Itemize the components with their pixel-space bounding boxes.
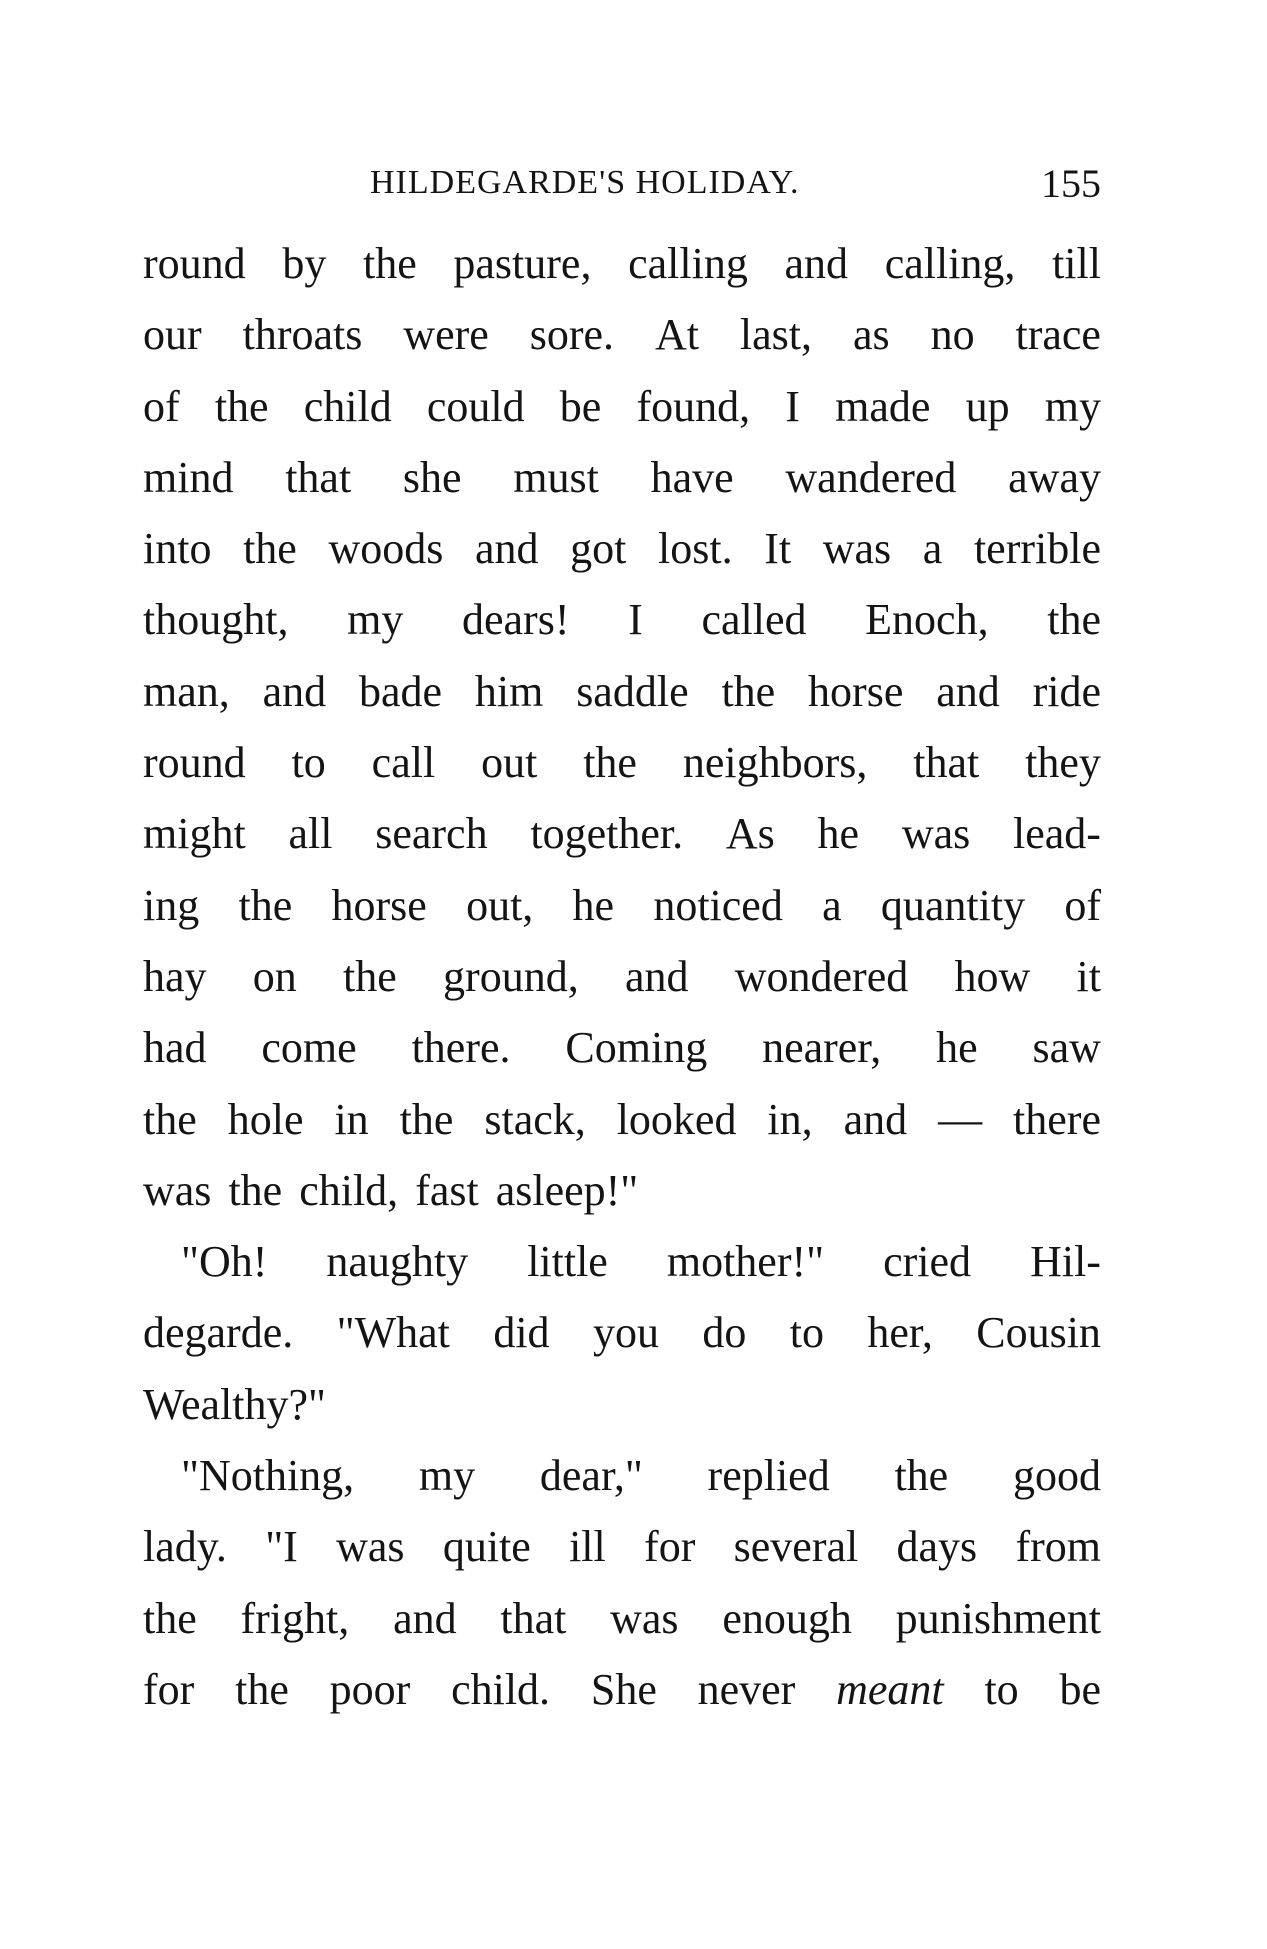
word: how	[954, 951, 1031, 1001]
word: by	[282, 239, 327, 288]
word: in	[334, 1094, 369, 1144]
word: the	[143, 1094, 197, 1144]
word: lead-	[1013, 809, 1101, 859]
word: ground,	[443, 951, 579, 1001]
text-line	[143, 592, 1101, 663]
word: and	[262, 666, 327, 716]
word: the	[399, 1094, 454, 1144]
word: there.	[411, 1023, 511, 1073]
word: hole	[227, 1094, 304, 1144]
word: for	[143, 1664, 195, 1714]
word: the	[583, 738, 637, 788]
word: Cousin	[976, 1308, 1101, 1358]
word: hay	[143, 951, 207, 1001]
word: quantity	[880, 880, 1026, 930]
word: could	[426, 381, 525, 431]
word: to	[984, 1664, 1019, 1714]
word: horse	[331, 880, 427, 930]
word: that	[913, 738, 980, 788]
word: child.	[451, 1664, 551, 1714]
word: that	[285, 452, 352, 502]
word: till	[1052, 239, 1101, 288]
word: the	[243, 524, 297, 574]
word: asleep!"	[495, 1165, 639, 1215]
word: trace	[1015, 310, 1101, 360]
word: my	[1044, 381, 1101, 431]
word: lost.	[658, 524, 733, 574]
word: might	[143, 809, 246, 859]
word: nearer,	[762, 1023, 882, 1073]
word: him	[474, 666, 544, 716]
word: he	[572, 880, 615, 930]
word: into	[143, 524, 212, 574]
word: horse	[808, 666, 904, 716]
word: man,	[143, 666, 230, 716]
word: As	[725, 809, 775, 859]
word: was	[610, 1593, 679, 1643]
word: it	[1076, 951, 1101, 1001]
word: away	[1008, 452, 1101, 502]
word: from	[1015, 1522, 1101, 1572]
word: pasture,	[453, 239, 592, 288]
word: he	[817, 809, 860, 859]
word: Hil-	[1030, 1237, 1101, 1287]
word: little	[527, 1237, 608, 1287]
text-line	[143, 1234, 1101, 1305]
word: our	[143, 310, 202, 360]
word: made	[835, 381, 931, 431]
word: She	[590, 1664, 657, 1714]
text-line	[143, 1448, 1101, 1519]
word: there	[1013, 1094, 1101, 1144]
word: terrible	[973, 524, 1101, 574]
body-text	[143, 236, 1101, 1733]
word: days	[896, 1522, 978, 1572]
word: "What	[336, 1308, 450, 1358]
word: the	[721, 666, 776, 716]
word: never	[697, 1664, 796, 1714]
word: child	[303, 381, 392, 431]
word: woods	[328, 524, 444, 574]
word: mind	[143, 452, 234, 502]
word: my	[418, 1451, 476, 1501]
word: lady.	[143, 1522, 227, 1572]
word: throats	[242, 310, 363, 360]
text-line	[143, 450, 1101, 521]
word: noticed	[653, 880, 783, 930]
text-line	[143, 1092, 1101, 1163]
page-number: 155	[1041, 161, 1101, 206]
word: "Oh!	[181, 1237, 268, 1287]
text-line	[143, 1591, 1101, 1662]
word: Coming	[565, 1023, 708, 1073]
word: they	[1025, 738, 1101, 788]
word: and	[393, 1593, 457, 1643]
word: wondered	[734, 951, 909, 1001]
word: fast	[415, 1165, 479, 1215]
word: found,	[636, 381, 751, 431]
word: to	[291, 738, 326, 788]
word: ride	[1032, 666, 1101, 716]
word: do	[702, 1308, 747, 1358]
text-line	[143, 949, 1101, 1020]
word: must	[513, 452, 599, 502]
word: the	[228, 1165, 283, 1215]
word: search	[375, 809, 488, 859]
running-title: HILDEGARDE'S HOLIDAY.	[370, 164, 800, 201]
word: was	[822, 524, 892, 574]
word: dear,"	[539, 1451, 643, 1501]
word: was	[143, 1165, 212, 1215]
word: to	[789, 1308, 824, 1358]
text-line	[143, 1662, 1101, 1733]
word: child,	[299, 1165, 399, 1215]
word: bade	[358, 666, 443, 716]
word: be	[1059, 1664, 1101, 1714]
word: was	[336, 1522, 405, 1572]
word: naughty	[326, 1237, 469, 1287]
word: the	[343, 951, 397, 1001]
word: for	[644, 1522, 696, 1572]
word: mother!"	[666, 1237, 825, 1287]
word: he	[936, 1023, 978, 1073]
text-line	[143, 664, 1101, 735]
word: of	[143, 381, 180, 431]
word: meant	[836, 1664, 944, 1714]
text-line	[143, 307, 1101, 378]
text-line	[143, 379, 1101, 450]
word: "I	[265, 1522, 298, 1572]
word: enough	[722, 1593, 852, 1643]
word: degarde.	[143, 1308, 294, 1358]
word: ing	[143, 880, 200, 930]
text-line	[143, 1519, 1101, 1590]
word: saw	[1032, 1023, 1101, 1073]
word: stack,	[484, 1094, 586, 1144]
word: was	[901, 809, 971, 859]
word: up	[965, 381, 1010, 431]
word: round	[143, 239, 246, 288]
word: ill	[569, 1522, 606, 1572]
word: be	[559, 381, 602, 431]
word: and	[784, 239, 849, 288]
word: come	[261, 1023, 357, 1073]
word: the	[894, 1451, 949, 1501]
word: on	[252, 951, 297, 1001]
word: have	[650, 452, 734, 502]
word: the	[214, 381, 269, 431]
text-line	[143, 521, 1101, 592]
word: no	[930, 310, 975, 360]
word: call	[371, 738, 436, 788]
word: and	[475, 524, 539, 574]
word: quite	[442, 1522, 531, 1572]
word: looked	[616, 1094, 737, 1144]
word: the	[235, 1664, 289, 1714]
text-line	[143, 878, 1101, 949]
word: the	[1047, 595, 1101, 645]
text-line	[143, 735, 1101, 806]
word: were	[403, 310, 489, 360]
word: together.	[530, 809, 684, 859]
word: her,	[867, 1308, 933, 1358]
word: and	[843, 1094, 908, 1144]
word: I	[628, 595, 643, 645]
word: neighbors,	[682, 738, 868, 788]
word: Wealthy?"	[143, 1379, 327, 1429]
word: in,	[767, 1094, 813, 1144]
word: my	[347, 595, 404, 645]
word: as	[852, 310, 890, 360]
word: got	[570, 524, 627, 574]
word: —	[938, 1094, 983, 1144]
word: several	[733, 1522, 859, 1572]
word: and	[624, 951, 689, 1001]
word: saddle	[576, 666, 689, 716]
word: fright,	[240, 1593, 350, 1643]
word: last,	[739, 310, 813, 360]
word: Enoch,	[865, 595, 989, 645]
text-line	[143, 806, 1101, 877]
word: good	[1012, 1451, 1101, 1501]
word: of	[1064, 880, 1101, 930]
word: she	[402, 452, 462, 502]
word: punishment	[895, 1593, 1101, 1643]
word: a	[822, 880, 842, 930]
word: you	[592, 1308, 659, 1358]
text-line	[143, 1020, 1101, 1091]
word: all	[288, 809, 333, 859]
word: calling,	[884, 239, 1016, 288]
word: did	[493, 1308, 550, 1358]
word: poor	[329, 1664, 411, 1714]
word: out,	[466, 880, 534, 930]
text-line	[143, 1305, 1101, 1376]
word: sore.	[529, 310, 615, 360]
word: called	[701, 595, 807, 645]
word: It	[764, 524, 792, 574]
word: replied	[707, 1451, 830, 1501]
word: had	[143, 1023, 207, 1073]
word: and	[936, 666, 1000, 716]
word: the	[362, 239, 417, 288]
word: calling	[628, 239, 748, 288]
word: dears!	[462, 595, 570, 645]
word: the	[143, 1593, 197, 1643]
word: that	[500, 1593, 567, 1643]
word: At	[654, 310, 699, 360]
word: thought,	[143, 595, 289, 645]
word: "Nothing,	[181, 1451, 355, 1501]
word: the	[238, 880, 293, 930]
word: cried	[883, 1237, 972, 1287]
text-line	[143, 1163, 1101, 1234]
running-head	[143, 160, 1101, 212]
text-line	[143, 236, 1101, 307]
word: a	[922, 524, 943, 574]
text-line	[143, 1377, 1101, 1448]
word: round	[143, 738, 246, 788]
word: out	[481, 738, 538, 788]
word: I	[785, 381, 800, 431]
word: wandered	[785, 452, 957, 502]
